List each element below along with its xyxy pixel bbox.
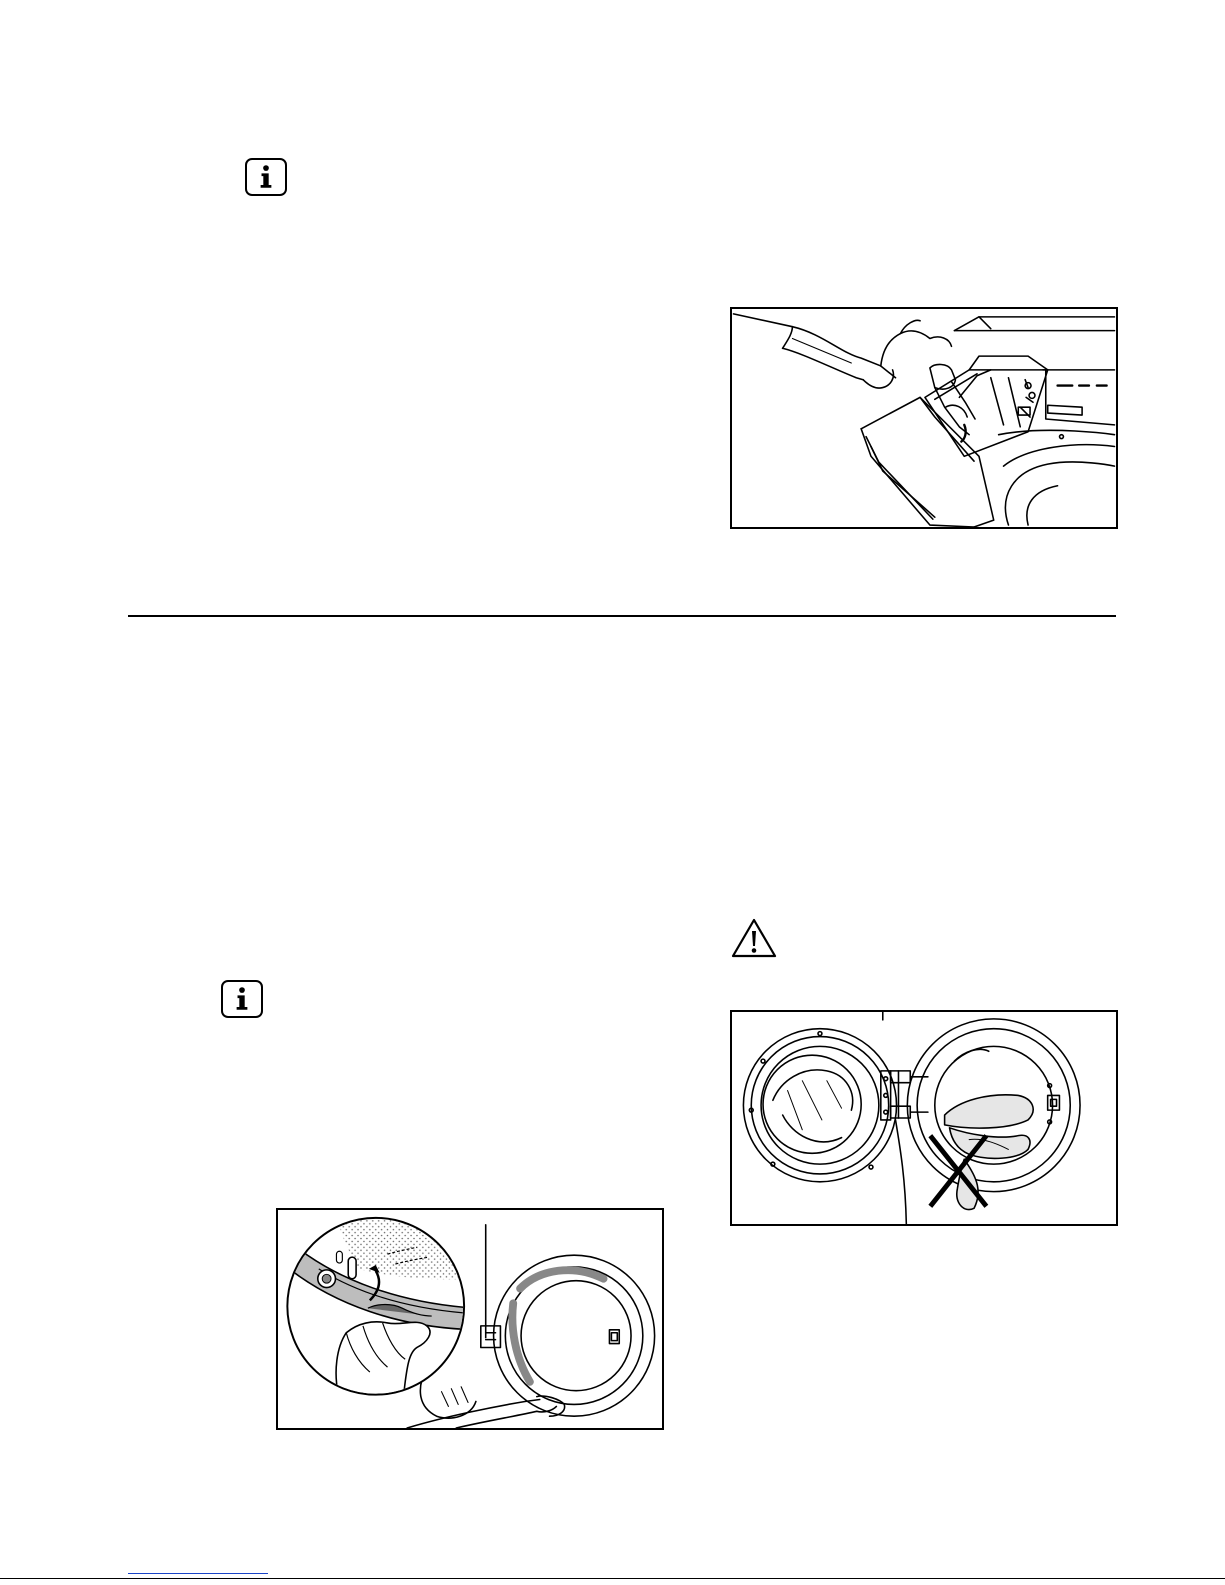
info-glyph [223,982,261,1016]
warning-glyph [730,917,778,959]
warning-icon [730,917,778,959]
info-icon [245,158,287,196]
footer-link-underline [128,1573,268,1574]
detergent-drawer-illustration [732,309,1116,527]
detergent-drawer-figure [730,307,1118,529]
info-icon [221,980,263,1018]
footer-rule [0,1578,1225,1579]
no-overload-figure [730,1010,1118,1226]
info-glyph [247,160,285,194]
no-overload-illustration [732,1012,1116,1224]
section-divider [128,615,1116,617]
door-seal-illustration [278,1210,662,1428]
door-seal-figure [276,1208,664,1430]
